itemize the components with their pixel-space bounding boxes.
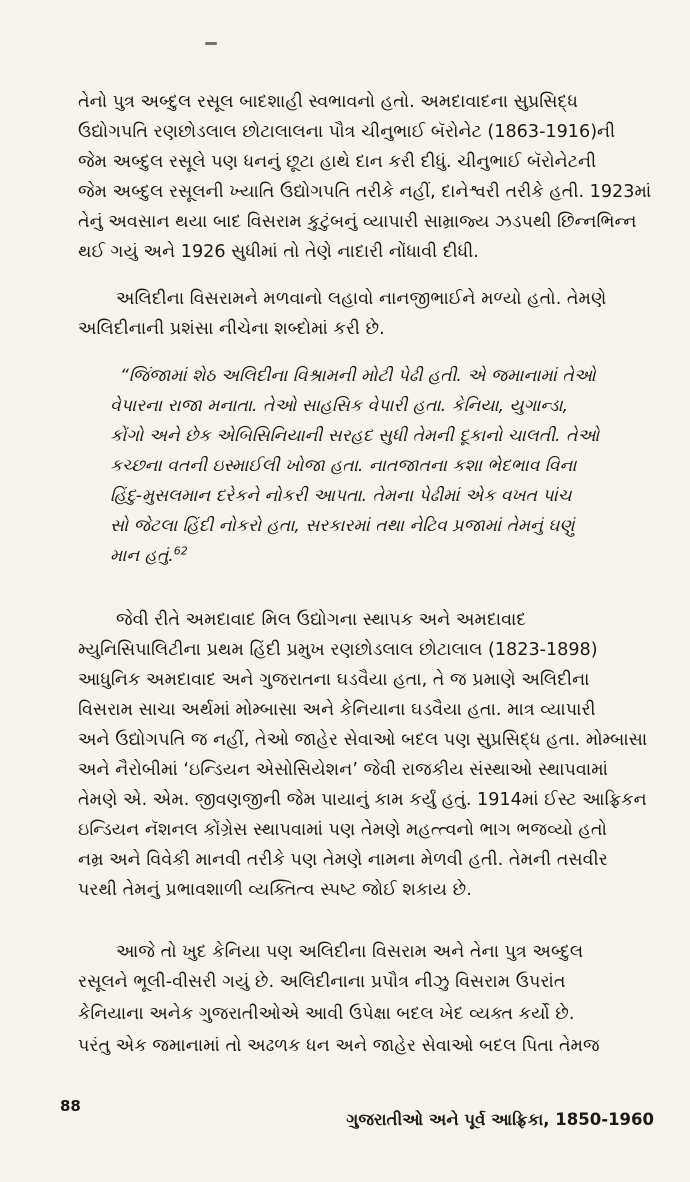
quote-line: વેપારના રાજા મનાતા. તેઓ સાહસિક વેપારી હતા. કેનિયા, યુગાન્ડા, bbox=[110, 396, 569, 416]
quote-last-text: માન હતું. bbox=[110, 546, 174, 566]
paragraph-line: કેનિયાના અનેક ગુજરાતીઓએ આવી ઉપેક્ષા બદલ ખેદ વ્યક્ત કર્યો છે. bbox=[78, 1004, 575, 1024]
quote-line-last bbox=[110, 542, 658, 570]
page-number: 88 bbox=[60, 1097, 81, 1115]
paragraph-line: અને ઉદ્યોગપતિ જ નહીં, તેઓ જાહેર સેવાઓ બદલ પણ સુપ્રસિદ્ધ હતા. મોમ્બાસા bbox=[78, 730, 648, 750]
paragraph-line: નમ્ર અને વિવેકી માનવી તરીકે પણ તેમણે નામના મેળવી હતી. તેમની તસવીર bbox=[78, 850, 608, 870]
print-mark bbox=[205, 42, 217, 45]
paragraph-line: આધુનિક અમદાવાદ અને ગુજરાતના ઘડવૈયા હતા, તે જ પ્રમાણે અલિદીના bbox=[78, 670, 590, 690]
running-footer-title: ગુજરાતીઓ અને પૂર્વ આફ્રિકા, 1850-1960 bbox=[346, 1110, 654, 1129]
paragraph-line: તેનો પુત્ર અબ્દુલ રસૂલ બાદશાહી સ્વભાવનો હતો. અમદાવાદના સુપ્રસિદ્ધ bbox=[78, 92, 578, 112]
paragraph-line: રસૂલને ભૂલી-વીસરી ગયું છે. અલિદીનાના પ્રપૌત્ર નીઝુ વિસરામ ઉપરાંત bbox=[78, 972, 566, 992]
quote-line: હિંદુ-મુસલમાન દરેકને નોકરી આપતા. તેમના પેઢીમાં એક વખત પાંચ bbox=[110, 486, 572, 506]
paragraph-line: તેમણે એ. એમ. જીવણજીની જેમ પાયાનું કામ કર્યું હતું. 1914માં ઈસ્ટ આફ્રિકન bbox=[78, 790, 647, 810]
quote-line: કોંગો અને છેક એબિસિનિયાની સરહદ સુધી તેમની દૂકાનો ચાલતી. તેઓ bbox=[110, 426, 600, 446]
paragraph-line: પરંતુ એક જમાનામાં તો અઢળક ધન અને જાહેર સેવાઓ બદલ પિતા તેમજ bbox=[78, 1036, 600, 1056]
paragraph-line: વિસરામ સાચા અર્થમાં મોમ્બાસા અને કેનિયાના ઘડવૈયા હતા. માત્ર વ્યાપારી bbox=[78, 700, 596, 720]
paragraph-line: ઉદ્યોગપતિ રણછોડલાલ છોટાલાલના પૌત્ર ચીનુભાઈ બૅરોનેટ (1863-1916)ની bbox=[78, 122, 616, 142]
paragraph-line: અલિદીનાની પ્રશંસા નીચેના શબ્દોમાં કરી છે. bbox=[78, 319, 385, 339]
paragraph-line: તેનું અવસાન થયા બાદ વિસરામ કુટુંબનું વ્યાપારી સામ્રાજ્ય ઝડપથી છિન્નભિન્ન bbox=[78, 212, 637, 232]
quote-line: કચ્છના વતની ઇસ્માઈલી ખોજા હતા. નાતજાતના કશા ભેદભાવ વિના bbox=[110, 456, 577, 476]
paragraph-line: અલિદીના વિસરામને મળવાનો લહાવો નાનજીભાઈને મળ્યો હતો. તેમણે bbox=[116, 289, 607, 309]
paragraph-line: જેવી રીતે અમદાવાદ મિલ ઉદ્યોગના સ્થાપક અને અમદાવાદ bbox=[116, 610, 527, 630]
paragraph-line: મ્યુનિસિપાલિટીના પ્રથમ હિંદી પ્રમુખ રણછોડલાલ છોટાલાલ (1823-1898) bbox=[78, 640, 598, 660]
paragraph-line: થઈ ગયું અને 1926 સુધીમાં તો તેણે નાદારી નોંધાવી દીધી. bbox=[78, 242, 479, 262]
paragraph-line: ઇન્ડિયન નૅશનલ કોંગ્રેસ સ્થાપવામાં પણ તેમણે મહત્ત્વનો ભાગ ભજવ્યો હતો bbox=[78, 820, 607, 840]
paragraph-line: અને નૈરોબીમાં ‘ઇન્ડિયન એસોસિયેશન’ જેવી રાજકીય સંસ્થાઓ સ્થાપવામાં bbox=[78, 760, 608, 780]
quote-line: સો જેટલા હિંદી નોકરો હતા, સરકારમાં તથા નેટિવ પ્રજામાં તેમનું ઘણું bbox=[110, 516, 575, 536]
footnote-marker: 62 bbox=[173, 544, 188, 558]
paragraph-line: આજે તો ખુદ કેનિયા પણ અલિદીના વિસરામ અને તેના પુત્ર અબ્દુલ bbox=[116, 942, 584, 962]
paragraph-line: જેમ અબ્દુલ રસૂલે પણ ધનનું છૂટા હાથે દાન કરી દીધું. ચીનુભાઈ બૅરોનેટની bbox=[78, 152, 597, 172]
paragraph-line: જેમ અબ્દુલ રસૂલની ખ્યાતિ ઉદ્યોગપતિ તરીકે નહીં, દાનેશ્વરી તરીકે હતી. 1923માં bbox=[78, 182, 652, 202]
quote-line: “જિંજામાં શેઠ અલિદીના વિશ્રામની મોટી પેઢી હતી. એ જમાનામાં તેઓ bbox=[120, 366, 596, 386]
paragraph-line: પરથી તેમનું પ્રભાવશાળી વ્યક્તિત્વ સ્પષ્ટ જોઈ શકાય છે. bbox=[78, 880, 472, 900]
